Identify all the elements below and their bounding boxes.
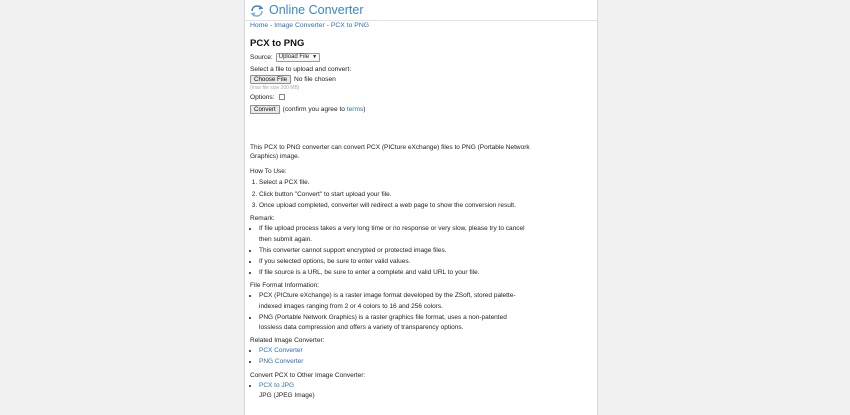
- max-size-note: (max file size 200 MB): [250, 85, 300, 91]
- breadcrumb-separator: -: [268, 22, 275, 29]
- list-item: • PCX (PICture eXchange) is a raster image format developed by the ZSoft, stored palette-indexed images ranging from 2 or 4 colors to 16 and 256 colors.: [259, 291, 529, 311]
- list-item: 2. Click button "Convert" to start upload your file.: [259, 189, 597, 200]
- convert-button[interactable]: Convert: [250, 105, 280, 114]
- list-item: [259, 357, 597, 367]
- confirm-text: [283, 105, 366, 114]
- list-item: [259, 381, 597, 400]
- other-title: Convert PCX to Other Image Converter:: [250, 371, 366, 379]
- select-prompt: Select a file to upload and convert:: [250, 66, 352, 73]
- related-title: Related Image Converter:: [250, 337, 325, 345]
- confirm-prefix: (confirm you agree to: [282, 106, 347, 113]
- convert-row: [250, 105, 597, 114]
- source-row: [250, 53, 597, 62]
- list-item: • If you selected options, be sure to enter valid values.: [259, 257, 529, 267]
- options-row: [250, 93, 597, 102]
- howto-steps: [250, 177, 597, 211]
- no-file-label: No file chosen: [294, 76, 336, 83]
- confirm-suffix: ): [363, 106, 366, 113]
- options-label: Options:: [250, 94, 275, 101]
- source-select-value: Upload File: [278, 54, 310, 60]
- breadcrumb: [250, 22, 597, 30]
- howto-title: How To Use:: [250, 168, 287, 176]
- other-list: [250, 381, 597, 400]
- list-item: [259, 346, 597, 356]
- breadcrumb-image-converter[interactable]: Image Converter: [274, 22, 325, 29]
- options-checkbox[interactable]: [279, 94, 285, 100]
- file-row: [250, 75, 597, 84]
- format-info-title: File Format Information:: [250, 282, 319, 290]
- remark-title: Remark:: [250, 215, 275, 223]
- page-title: PCX to PNG: [250, 38, 305, 49]
- list-item: • This converter cannot support encrypted or protected image files.: [259, 246, 529, 256]
- related-link-png-converter[interactable]: PNG Converter: [259, 358, 304, 366]
- remark-list: [250, 224, 597, 278]
- related-link-pcx-converter[interactable]: PCX Converter: [259, 347, 303, 355]
- breadcrumb-separator: -: [324, 22, 331, 29]
- description: This PCX to PNG converter can convert PCX (PICture eXchange) files to PNG (Portable Network Graphics) image.: [250, 144, 530, 161]
- chevron-down-icon: ▼: [312, 54, 318, 60]
- main-content: [245, 22, 597, 400]
- list-item: 1. Select a PCX file.: [259, 177, 597, 188]
- format-info-list: [250, 291, 597, 333]
- terms-link[interactable]: terms: [346, 106, 364, 113]
- page-container: [244, 0, 598, 415]
- brand-name[interactable]: Online Converter: [269, 3, 364, 17]
- breadcrumb-home[interactable]: Home: [250, 22, 269, 29]
- other-link-subtitle: JPG (JPEG Image): [259, 391, 315, 399]
- list-item: 3. Once upload completed, converter will redirect a web page to show the conversion result.: [259, 200, 597, 211]
- list-item: • If file source is a URL, be sure to enter a complete and valid URL to your file.: [259, 268, 529, 278]
- source-select[interactable]: [276, 53, 320, 62]
- site-header: [245, 0, 597, 21]
- breadcrumb-current[interactable]: PCX to PNG: [330, 22, 370, 29]
- list-item: • If file upload process takes a very long time or no response or very slow, please try to cancel then submit again.: [259, 224, 529, 244]
- other-link-pcx-to-jpg[interactable]: PCX to JPG: [259, 381, 295, 389]
- refresh-arrows-icon[interactable]: [250, 4, 264, 18]
- list-item: • PNG (Portable Network Graphics) is a raster graphics file format, uses a non-patented lossless data compression and offers a variety of transparency options.: [259, 313, 529, 333]
- source-label: Source:: [250, 54, 273, 61]
- choose-file-button[interactable]: Choose File: [250, 75, 291, 84]
- related-list: [250, 346, 597, 367]
